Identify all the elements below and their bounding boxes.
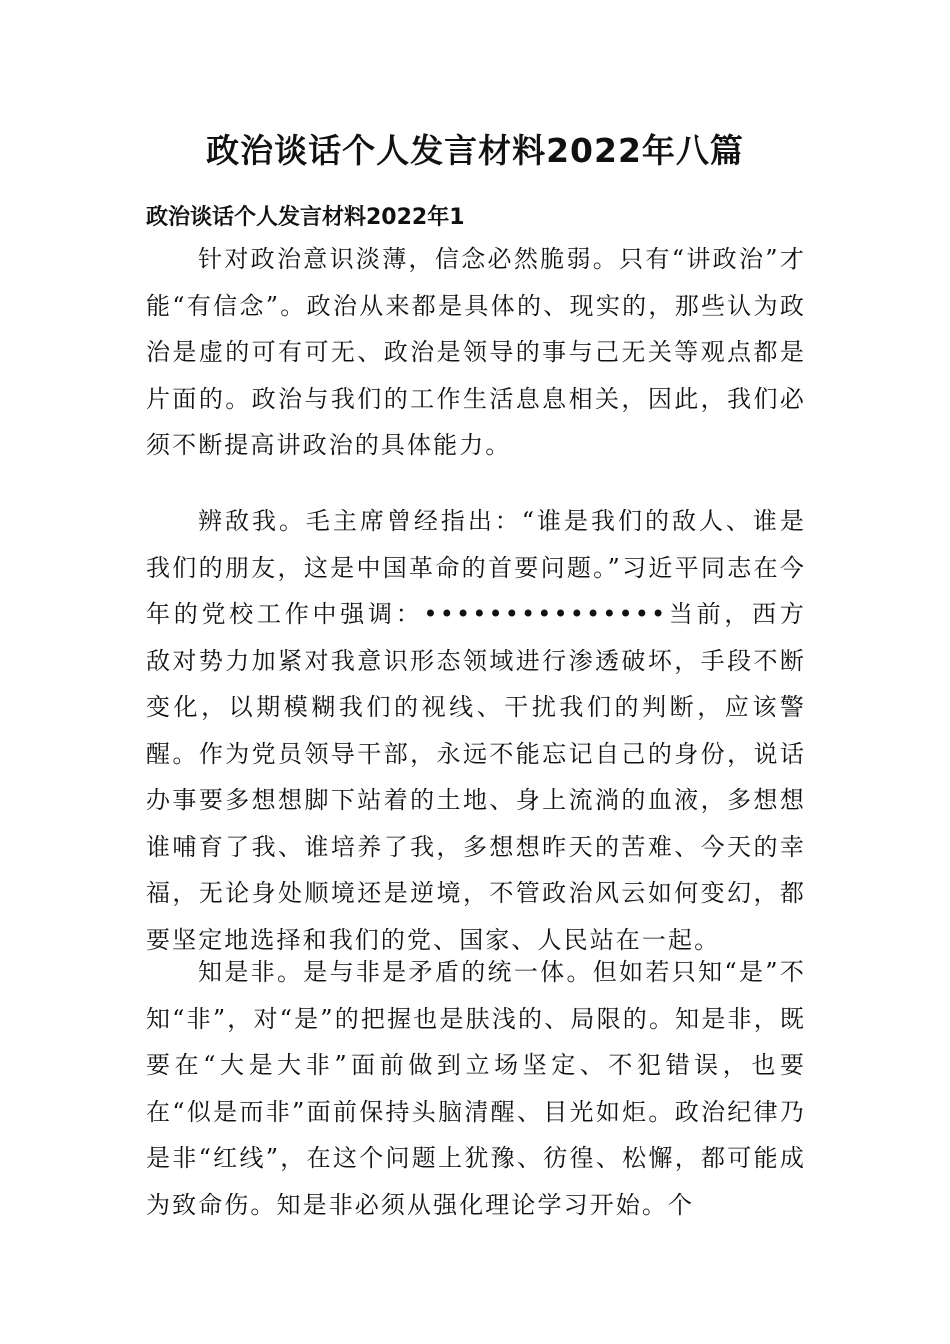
document-title: 政治谈话个人发言材料2022年八篇 xyxy=(206,131,744,170)
paragraph-right-wrong: 知是非。是与非是矛盾的统一体。但如若只知“是”不知“非”，对“是”的把握也是肤浅的、局限的。知是非，既要在“大是大非”面前做到立场坚定、不犯错误，也要在“似是而非”面前保持头脑清醒、目光如炬。政治纪律乃是非“红线”，在这个问题上犹豫、彷徨、松懈，都可能成为致命伤。知是非必须从强化理论学习开始。个 xyxy=(146,958,806,1219)
paragraph-distinguish-enemy: 辨敌我。毛主席曾经指出：“谁是我们的敌人、谁是我们的朋友，这是中国革命的首要问题。”习近平同志在今年的党校工作中强调：•••••••••••••••当前，西方敌对势力加紧对我意识形态领域进行渗透破坏，手段不断变化，以期模糊我们的视线、干扰我们的判断，应该警醒。作为党员领导干部，永远不能忘记自己的身份，说话办事要多想想脚下站着的土地、身上流淌的血液，多想想谁哺育了我、谁培养了我，多想想昨天的苦难、今天的幸福，无论身处顺境还是逆境，不管政治风云如何变幻，都要坚定地选择和我们的党、国家、人民站在一起。 xyxy=(146,507,806,954)
paragraph-political-awareness: 针对政治意识淡薄，信念必然脆弱。只有“讲政治”才能“有信念”。政治从来都是具体的、现实的，那些认为政治是虚的可有可无、政治是领导的事与己无关等观点都是片面的。政治与我们的工作生活息息相关，因此，我们必须不断提高讲政治的具体能力。 xyxy=(146,245,806,459)
section-heading: 政治谈话个人发言材料2022年1 xyxy=(146,205,465,230)
